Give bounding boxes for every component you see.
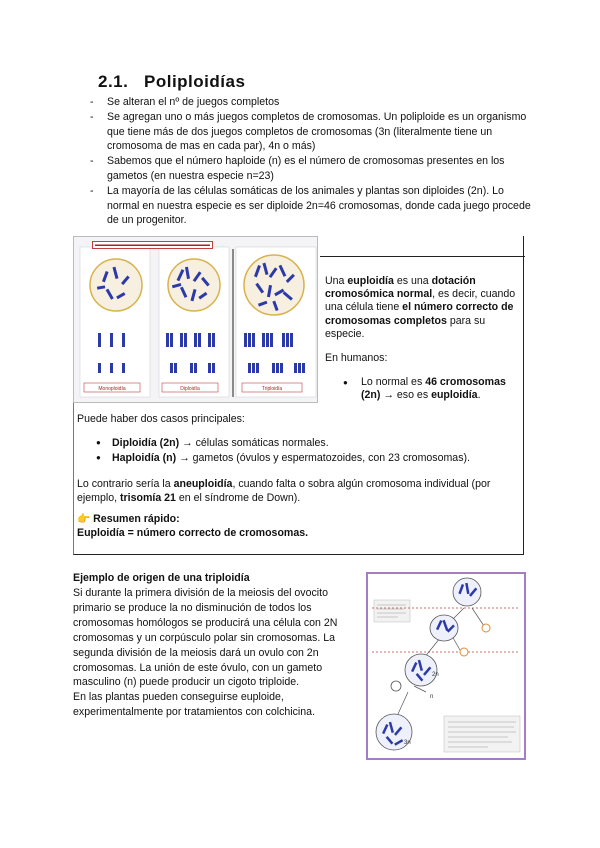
triploidia-paragraph: En las plantas pueden conseguirse euploide, experimentalmente por tratamientos con colchicina. bbox=[73, 691, 316, 719]
section-title: Poliploidías bbox=[144, 72, 246, 91]
term-numero-correcto: el número correcto de cromosomas completos bbox=[325, 301, 514, 327]
humanos-label: En humanos: bbox=[325, 352, 388, 365]
text-run: Una bbox=[325, 275, 348, 287]
intro-bullet-list bbox=[88, 95, 538, 228]
karyo-label-diploidia: Diploidía bbox=[180, 386, 200, 392]
text-run: → eso es bbox=[380, 389, 432, 402]
term-aneuploidia: aneuploidía bbox=[173, 478, 233, 490]
aneuploidia-paragraph bbox=[77, 477, 517, 505]
list-item bbox=[96, 451, 516, 466]
karyotype-illustration bbox=[74, 237, 318, 403]
label-3n: 3n bbox=[404, 740, 411, 746]
triploidia-paragraph: Si durante la primera división de la meiosis del ovocito primario se produce la no disminución de todos los cromosomas homólogos se producirá una célula con 2N cromosomas y un corpúsculo polar sin cromosomas. La segunda división de la meiosis dará un ovulo con 2n cromosomas. La unión de este óvulo, con un gameto masculino (n) puede producir un cigoto triploide. bbox=[73, 587, 338, 689]
list-item bbox=[325, 376, 520, 402]
term-diploidia: Diploidía (2n) bbox=[112, 437, 180, 449]
term-haploidia: Haploidía (n) bbox=[112, 451, 177, 464]
figure-caption-strip: ▬▬▬▬▬▬▬▬▬▬▬▬▬▬▬▬▬▬▬▬▬▬▬ bbox=[92, 241, 213, 249]
resumen-title: Resumen rápido: bbox=[93, 513, 180, 525]
karyo-label-triploidia: Triploidía bbox=[261, 386, 283, 392]
triploidia-title: Ejemplo de origen de una triploidía bbox=[73, 572, 250, 584]
list-item: - Sabemos que el número haploide (n) es el número de cromosomas presentes en los gametos (en nuestra especie n=23) bbox=[88, 154, 538, 184]
euploidia-paragraph bbox=[325, 275, 520, 341]
karyotype-figure bbox=[73, 236, 318, 403]
list-item: - Se agregan uno o más juegos completos de cromosomas. Un poliploide es un organismo que tiene más de dos juegos completos de cromosomas (3n (literalmente tiene un cromosoma de mas en cada par), 4n o más) bbox=[88, 110, 538, 154]
term-dotacion: dotación cromosómica normal bbox=[325, 275, 476, 301]
text-run: para su especie. bbox=[325, 314, 486, 340]
karyo-label-monoploidia: Monoploidía bbox=[98, 386, 126, 392]
text-run: , es decir, cuando una célula tiene bbox=[325, 288, 516, 314]
section-heading bbox=[98, 72, 245, 92]
term-euploidia: euploidía bbox=[431, 389, 478, 402]
term-trisomia: trisomía 21 bbox=[120, 492, 176, 504]
meiosis-illustration bbox=[368, 574, 524, 758]
text-run: en el síndrome de Down). bbox=[175, 492, 301, 504]
list-item: - Se alteran el nº de juegos completos bbox=[88, 95, 538, 110]
resumen-text: Euploidía = número correcto de cromosomas. bbox=[77, 527, 309, 539]
frame-top-border bbox=[320, 256, 525, 257]
euploidia-definition bbox=[325, 275, 520, 414]
resumen-block bbox=[77, 512, 308, 540]
label-2n: 2n bbox=[432, 672, 439, 678]
text-run: . bbox=[477, 389, 481, 402]
text-run: , cuando falta o sobra algún cromosoma individual (por ejemplo, bbox=[77, 478, 491, 504]
section-number: 2.1. bbox=[98, 72, 129, 91]
pointing-hand-icon: 👉 bbox=[77, 513, 91, 525]
text-run: → células somáticas normales. bbox=[179, 437, 329, 449]
text-run: Lo contrario sería la bbox=[77, 478, 174, 490]
term-46-cromosomas: 46 cromosomas (2n) bbox=[361, 376, 506, 402]
meiosis-figure bbox=[366, 572, 526, 760]
cases-list bbox=[96, 436, 516, 465]
resumen-heading bbox=[77, 512, 308, 526]
text-run: Lo normal es bbox=[361, 376, 426, 389]
cases-intro: Puede haber dos casos principales: bbox=[77, 413, 245, 425]
list-item bbox=[96, 436, 516, 451]
label-n: n bbox=[430, 694, 434, 700]
text-run: → gametos (óvulos y espermatozoides, con 23 cromosomas). bbox=[176, 451, 470, 464]
triploidia-body bbox=[73, 586, 358, 720]
text-run: es una bbox=[393, 275, 432, 287]
term-euploidia: euploidía bbox=[347, 275, 394, 287]
list-item: - La mayoría de las células somáticas de los animales y plantas son diploides (2n). Lo normal en nuestra especie es ser diploide 2n=46 cromosomas, donde cada juego procede de un progenitor. bbox=[88, 184, 538, 228]
